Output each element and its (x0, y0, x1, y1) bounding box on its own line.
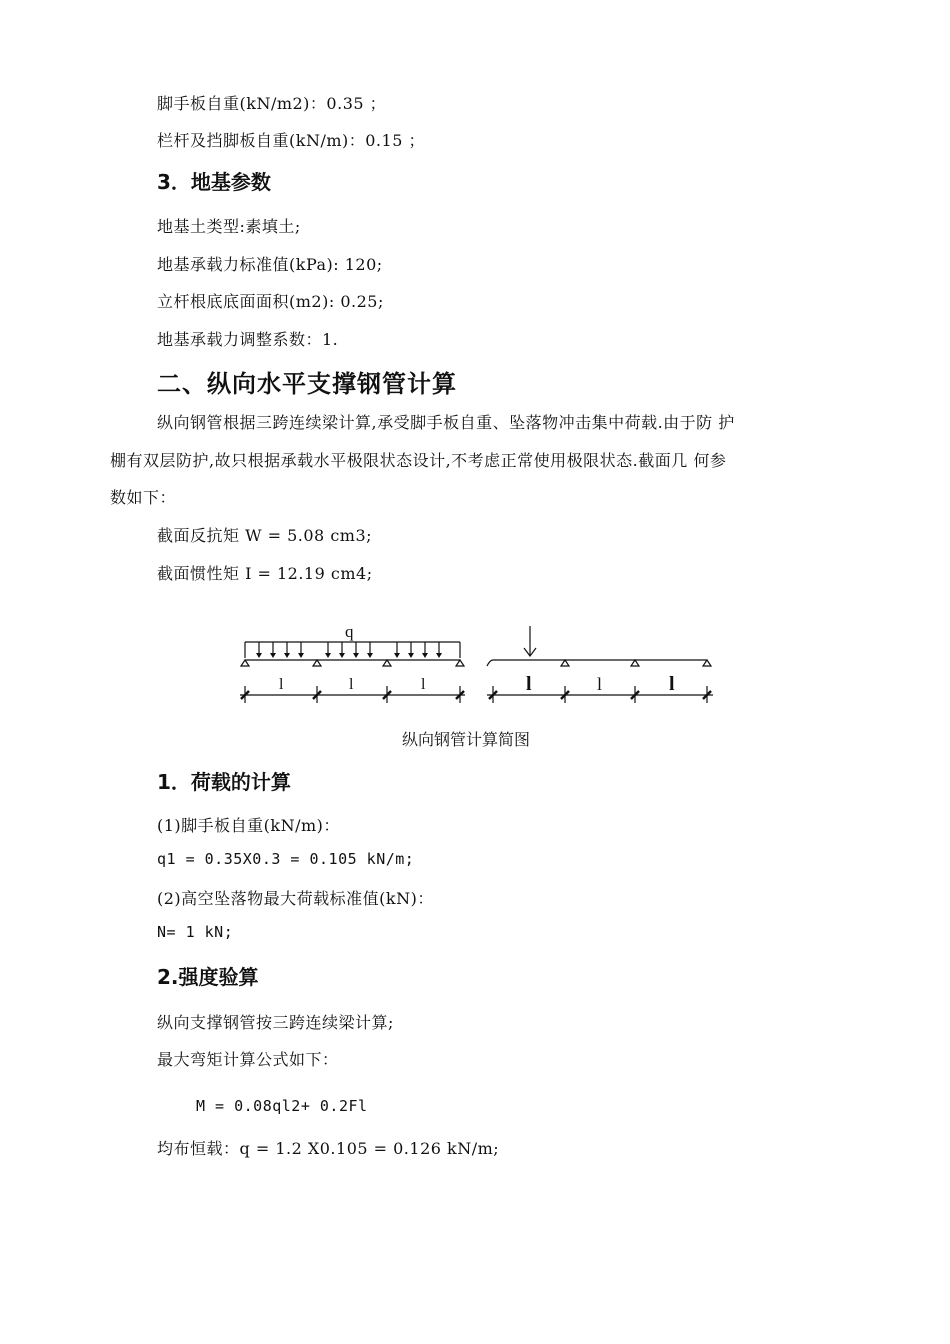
param-scaffold-board-weight: 脚手板自重(kN/m2)：0.35 ； (157, 94, 387, 113)
paragraph-line-3: 数如下： (110, 488, 177, 507)
paragraph-line-2: 棚有双层防护,故只根据承载水平极限状态设计,不考虑正常使用极限状态.截面几 何参 (110, 451, 727, 470)
section-modulus: 截面反抗矩 W = 5.08 cm3; (157, 526, 373, 545)
chapter-heading: 二、纵向水平支撑钢管计算 (157, 370, 457, 398)
span-label-right-2: l (597, 674, 603, 694)
strength-line-1: 纵向支撑钢管按三跨连续梁计算; (157, 1013, 394, 1032)
foundation-adjust-factor: 地基承载力调整系数：1. (157, 330, 339, 349)
section-heading-foundation: 3．地基参数 (157, 170, 271, 194)
moment-of-inertia: 截面惯性矩 I = 12.19 cm4; (157, 564, 373, 583)
load-item-2: (2)高空坠落物最大荷载标准值(kN)： (157, 889, 434, 908)
figure-caption: 纵向钢管计算简图 (402, 730, 531, 749)
section-heading-load: 1．荷载的计算 (157, 770, 291, 794)
uniform-dead-load: 均布恒载：q = 1.2 X0.105 = 0.126 kN/m; (157, 1139, 500, 1158)
paragraph-line-1: 纵向钢管根据三跨连续梁计算,承受脚手板自重、坠落物冲击集中荷载.由于防 护 (157, 413, 735, 432)
uniform-load-beam (240, 642, 465, 703)
moment-formula: M = 0.08ql2+ 0.2Fl (196, 1097, 368, 1115)
strength-line-2: 最大弯矩计算公式如下： (157, 1050, 339, 1069)
foundation-soil-type: 地基土类型:素填土; (157, 217, 301, 236)
param-railing-weight: 栏杆及挡脚板自重(kN/m)：0.15 ； (157, 131, 425, 150)
load-value-n: N= 1 kN; (157, 923, 234, 941)
load-formula-q1: q1 = 0.35X0.3 = 0.105 kN/m; (157, 850, 415, 868)
section-heading-strength: 2.强度验算 (157, 965, 259, 989)
span-label-right-3: l (669, 673, 675, 695)
span-label-left-2: l (349, 676, 354, 693)
beam-diagram (235, 618, 725, 708)
load-item-1: (1)脚手板自重(kN/m)： (157, 816, 340, 835)
foundation-bearing-capacity: 地基承载力标准值(kPa): 120; (157, 255, 383, 274)
span-label-right-1: l (526, 673, 532, 695)
foundation-base-area: 立杆根底底面面积(m2): 0.25; (157, 292, 384, 311)
span-label-left-1: l (279, 676, 284, 693)
load-label-q: q (345, 622, 354, 641)
span-label-left-3: l (421, 676, 426, 693)
